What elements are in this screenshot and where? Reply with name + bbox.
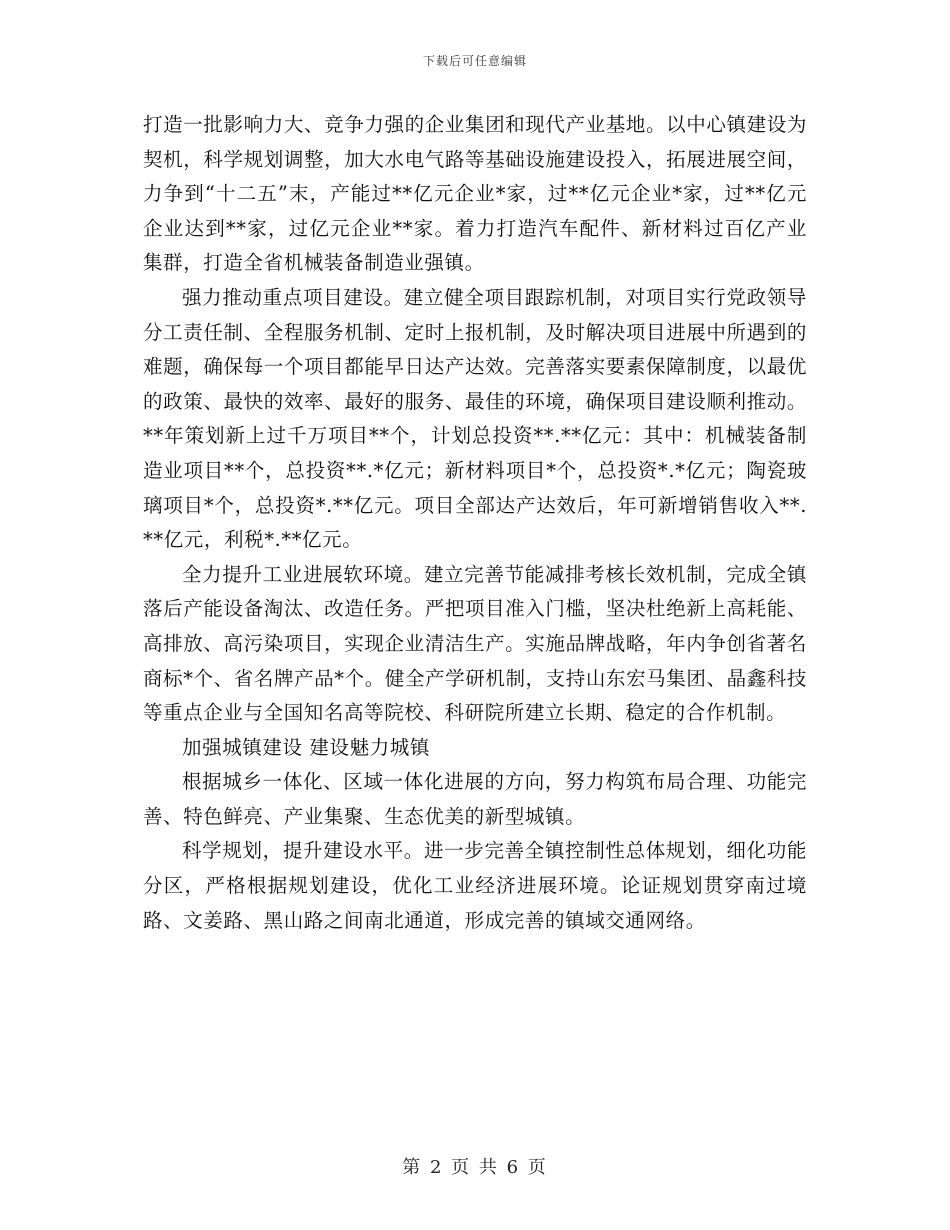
paragraph-urban-rural-integration: 根据城乡一体化、区域一体化进展的方向，努力构筑布局合理、功能完善、特色鲜亮、产业集聚、生态优美的新型城镇。 <box>143 770 807 828</box>
document-body <box>143 108 807 938</box>
paragraph-key-projects: 强力推动重点项目建设。建立健全项目跟踪机制，对项目实行党政领导分工责任制、全程服务机制、定时上报机制，及时解决项目进展中所遇到的难题，确保每一个项目都能早日达产达效。完善落实要素保障制度，以最优的政策、最快的效率、最好的服务、最佳的环境，确保项目建设顺利推动。**年策划新上过千万项目**个，计划总投资**.**亿元：其中：机械装备制造业项目**个，总投资**.*亿元；新材料项目*个，总投资*.*亿元；陶瓷玻璃项目*个，总投资*.**亿元。项目全部达产达效后，年可新增销售收入**.**亿元，利税*.**亿元。 <box>143 285 807 552</box>
page-number-footer: 第 2 页 共 6 页 <box>402 1157 548 1178</box>
section-heading-town-construction: 加强城镇建设 建设魅力城镇 <box>182 735 430 759</box>
page-header: 下载后可任意编辑 <box>422 54 527 68</box>
paragraph-scientific-planning: 科学规划，提升建设水平。进一步完善全镇控制性总体规划，细化功能分区，严格根据规划建设，优化工业经济进展环境。论证规划贯穿南过境路、文姜路、黑山路之间南北通道，形成完善的镇域交通网络。 <box>143 839 807 932</box>
paragraph-continuation: 打造一批影响力大、竞争力强的企业集团和现代产业基地。以中心镇建设为契机，科学规划调整，加大水电气路等基础设施建设投入，拓展进展空间，力争到“十二五”末，产能过**亿元企业*家，过**亿元企业*家，过**亿元企业达到**家，过亿元企业**家。着力打造汽车配件、新材料过百亿产业集群，打造全省机械装备制造业强镇。 <box>143 113 807 275</box>
paragraph-soft-environment: 全力提升工业进展软环境。建立完善节能减排考核长效机制，完成全镇落后产能设备淘汰、改造任务。严把项目准入门槛，坚决杜绝新上高耗能、高排放、高污染项目，实现企业清洁生产。实施品牌战略，年内争创省著名商标*个、省名牌产品*个。健全产学研机制，支持山东宏马集团、晶鑫科技等重点企业与全国知名高等院校、科研院所建立长期、稳定的合作机制。 <box>143 562 807 725</box>
